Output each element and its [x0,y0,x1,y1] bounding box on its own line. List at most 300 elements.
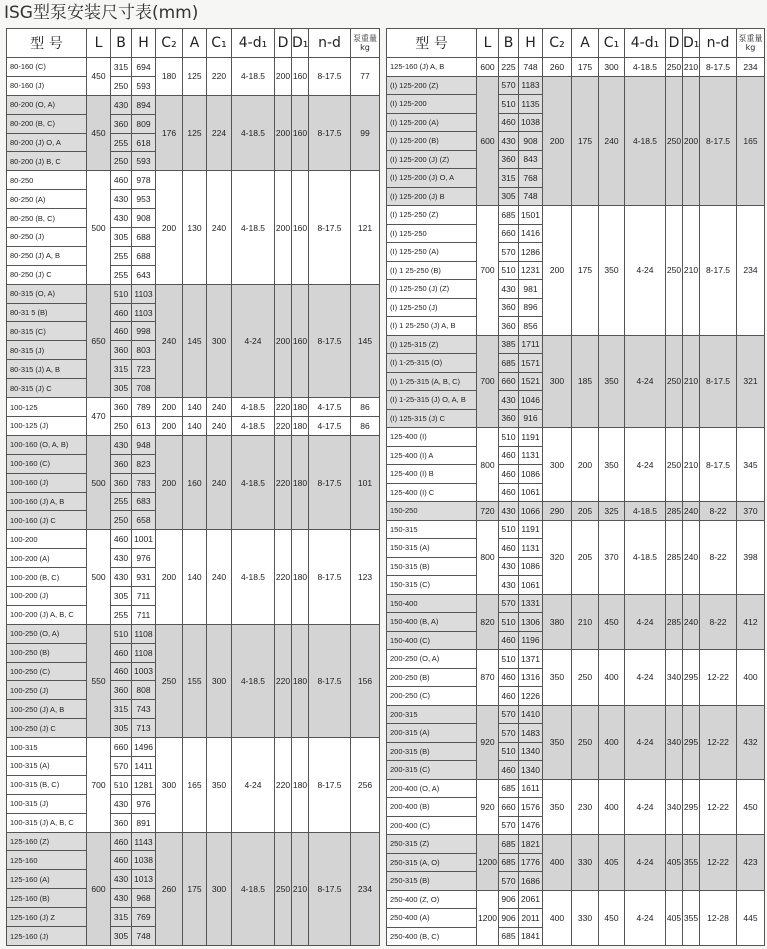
cell-H: 1196 [519,631,543,650]
col-header: B [499,29,519,58]
cell-H: 856 [519,317,543,336]
cell-C2: 250 [156,624,183,737]
cell-H: 711 [132,586,156,605]
cell-H: 2011 [519,909,543,928]
pump-group [7,624,380,737]
model-cell: 150-315 (C) [387,576,477,595]
col-header: B [111,29,132,58]
model-cell: 150-315 (B) [387,557,477,576]
cell-4-d1: 4-18.5 [232,58,275,96]
cell-H: 1821 [519,835,543,854]
cell-H: 1501 [519,206,543,225]
cell-L: 550 [87,624,111,737]
pump-group [7,95,380,171]
cell-weight: 256 [351,738,380,832]
cell-H: 1191 [519,428,543,447]
model-cell: 125-160 (Z) [7,832,87,851]
cell-C2: 200 [156,171,183,284]
cell-4-d1: 4-18.5 [232,398,275,417]
cell-H: 768 [519,169,543,188]
cell-C1: 450 [599,890,625,946]
cell-A: 175 [572,76,599,206]
cell-C1: 400 [599,705,625,779]
cell-A: 230 [572,779,599,835]
cell-D: 250 [666,428,683,502]
cell-n-d: 8-17.5 [309,738,351,832]
cell-H: 1183 [519,76,543,95]
model-cell: 80-250 (J) A, B [7,246,87,265]
pump-group [387,428,765,502]
cell-weight: 412 [737,594,765,650]
pump-group [7,284,380,397]
cell-n-d: 8-17.5 [309,530,351,624]
cell-B: 430 [499,280,519,299]
pump-group [387,206,765,336]
cell-C2: 200 [156,416,183,435]
model-cell: 80-315 (J) C [7,379,87,398]
col-header: n-d [309,29,351,58]
table-header [387,29,765,58]
cell-B: 305 [111,927,132,946]
cell-H: 1483 [519,724,543,743]
model-cell: (I) 1-25-315 (A, B, C) [387,372,477,391]
cell-weight: 99 [351,95,380,171]
cell-B: 460 [111,322,132,341]
cell-B: 360 [111,473,132,492]
cell-n-d: 4-17.5 [309,416,351,435]
cell-H: 2061 [519,890,543,909]
cell-D1: 180 [292,435,309,529]
col-header: 泵重量kg [351,29,380,58]
cell-D: 250 [666,76,683,206]
cell-D1: 295 [683,705,700,779]
cell-B: 305 [111,586,132,605]
cell-B: 360 [111,341,132,360]
cell-H: 823 [132,454,156,473]
table-row [7,284,380,303]
cell-H: 1086 [519,557,543,576]
cell-weight: 123 [351,530,380,624]
cell-4-d1: 4-18.5 [232,530,275,624]
cell-B: 460 [111,643,132,662]
cell-B: 510 [499,742,519,761]
table-row [7,416,380,435]
model-cell: 100-250 (O, A) [7,624,87,643]
cell-B: 510 [111,284,132,303]
cell-H: 1103 [132,303,156,322]
model-cell: 200-400 (B) [387,798,477,817]
cell-B: 250 [111,76,132,95]
model-cell: (I) 1 25-250 (J) A, B [387,317,477,336]
model-cell: (I) 125-250 (Z) [387,206,477,225]
col-header: C₁ [207,29,232,58]
cell-B: 430 [499,391,519,410]
model-cell: 100-315 (B, C) [7,775,87,794]
cell-B: 315 [111,700,132,719]
model-cell: 150-400 (C) [387,631,477,650]
cell-H: 894 [132,95,156,114]
cell-weight: 450 [737,779,765,835]
model-cell: 100-125 [7,398,87,417]
cell-B: 255 [111,492,132,511]
cell-D1: 240 [683,594,700,650]
table-row [387,705,765,724]
cell-L: 800 [477,520,499,594]
cell-B: 685 [499,835,519,854]
model-cell: 100-200 (J) A, B, C [7,605,87,624]
model-cell: 125-160 [7,851,87,870]
cell-H: 688 [132,246,156,265]
cell-D: 250 [666,206,683,336]
model-cell: 100-315 (A) [7,757,87,776]
pump-group [387,58,765,77]
table-row [7,171,380,190]
cell-A: 130 [183,171,207,284]
cell-B: 460 [499,761,519,780]
cell-C1: 240 [599,76,625,206]
cell-H: 1306 [519,613,543,632]
cell-H: 1086 [519,465,543,484]
cell-H: 1686 [519,872,543,891]
pump-group [387,779,765,835]
cell-A: 200 [572,428,599,502]
col-header: C₁ [599,29,625,58]
cell-C1: 240 [207,530,232,624]
cell-D: 405 [666,890,683,946]
cell-A: 205 [572,520,599,594]
table-row [7,832,380,851]
cell-B: 570 [499,872,519,891]
cell-C2: 200 [156,530,183,624]
cell-H: 643 [132,265,156,284]
cell-B: 570 [499,705,519,724]
table-row [7,398,380,417]
cell-L: 700 [87,738,111,832]
cell-A: 140 [183,416,207,435]
cell-weight: 345 [737,428,765,502]
cell-B: 360 [499,317,519,336]
model-cell: 100-315 [7,738,87,757]
model-cell: (I) 1-25-315 (O) [387,354,477,373]
cell-H: 593 [132,76,156,95]
model-cell: (I) 125-315 (J) C [387,409,477,428]
cell-L: 820 [477,594,499,650]
model-cell: 150-250 [387,502,477,521]
cell-B: 305 [499,187,519,206]
cell-weight: 398 [737,520,765,594]
cell-H: 694 [132,58,156,77]
cell-D1: 210 [683,335,700,428]
model-cell: 250-400 (Z, O) [387,890,477,909]
cell-L: 600 [87,832,111,945]
cell-4-d1: 4-24 [625,835,666,891]
cell-C2: 300 [156,738,183,832]
cell-H: 1496 [132,738,156,757]
cell-C2: 200 [156,398,183,417]
cell-n-d: 4-17.5 [309,398,351,417]
cell-B: 510 [111,624,132,643]
model-cell: (I) 125-200 [387,95,477,114]
cell-B: 430 [499,576,519,595]
cell-B: 430 [111,794,132,813]
cell-C1: 350 [599,428,625,502]
cell-D: 200 [275,58,292,96]
cell-B: 570 [499,243,519,262]
cell-B: 460 [499,539,519,558]
model-cell: 200-315 [387,705,477,724]
model-cell: 125-400 (I) C [387,483,477,502]
cell-H: 896 [519,298,543,317]
model-cell: 200-250 (B) [387,668,477,687]
model-cell: 100-250 (C) [7,662,87,681]
model-cell: 80-160 (J) [7,76,87,95]
cell-C2: 380 [543,594,572,650]
cell-H: 976 [132,794,156,813]
cell-H: 708 [132,379,156,398]
pump-group [387,835,765,891]
cell-H: 953 [132,190,156,209]
cell-D: 200 [275,95,292,171]
model-cell: 125-160 (B) [7,889,87,908]
cell-C2: 200 [543,76,572,206]
cell-B: 460 [499,631,519,650]
cell-C1: 405 [599,835,625,891]
cell-A: 165 [183,738,207,832]
cell-C1: 325 [599,502,625,521]
cell-B: 510 [499,95,519,114]
pump-group [7,738,380,832]
cell-weight: 321 [737,335,765,428]
cell-B: 685 [499,853,519,872]
cell-4-d1: 4-24 [625,206,666,336]
cell-B: 460 [499,465,519,484]
cell-B: 385 [499,335,519,354]
model-cell: (I) 125-200 (J) B [387,187,477,206]
cell-H: 1841 [519,927,543,946]
cell-D: 220 [275,398,292,417]
cell-D1: 295 [683,779,700,835]
cell-A: 175 [572,206,599,336]
model-cell: 150-400 [387,594,477,613]
cell-L: 650 [87,284,111,397]
cell-H: 1061 [519,576,543,595]
cell-C1: 350 [599,206,625,336]
cell-H: 723 [132,360,156,379]
cell-C2: 400 [543,835,572,891]
cell-H: 1191 [519,520,543,539]
cell-C2: 176 [156,95,183,171]
col-header: H [519,29,543,58]
cell-weight: 445 [737,890,765,946]
pump-group [387,705,765,779]
cell-D: 340 [666,650,683,706]
cell-D1: 180 [292,624,309,737]
cell-H: 683 [132,492,156,511]
model-cell: 80-250 (A) [7,190,87,209]
cell-D: 250 [666,58,683,77]
cell-B: 685 [499,779,519,798]
model-cell: (I) 1-25-315 (J) O, A, B [387,391,477,410]
cell-B: 315 [111,360,132,379]
cell-C1: 220 [207,58,232,96]
cell-n-d: 12-22 [700,705,737,779]
cell-D1: 355 [683,835,700,891]
cell-B: 315 [499,169,519,188]
cell-H: 1571 [519,354,543,373]
cell-n-d: 8-17.5 [309,95,351,171]
cell-4-d1: 4-24 [625,890,666,946]
cell-H: 1013 [132,870,156,889]
cell-A: 250 [572,650,599,706]
model-cell: 250-400 (A) [387,909,477,928]
model-cell: 80-200 (O, A) [7,95,87,114]
cell-D: 220 [275,530,292,624]
cell-n-d: 12-22 [700,835,737,891]
cell-4-d1: 4-24 [625,650,666,706]
cell-D1: 210 [292,832,309,945]
cell-B: 255 [111,133,132,152]
cell-weight: 234 [737,206,765,336]
cell-4-d1: 4-24 [625,594,666,650]
cell-B: 305 [111,719,132,738]
cell-H: 978 [132,171,156,190]
cell-4-d1: 4-18.5 [625,502,666,521]
model-cell: 125-400 (I) B [387,465,477,484]
cell-A: 125 [183,58,207,96]
cell-H: 1108 [132,624,156,643]
cell-H: 618 [132,133,156,152]
cell-B: 460 [499,668,519,687]
cell-4-d1: 4-18.5 [232,624,275,737]
model-cell: 250-315 (B) [387,872,477,891]
model-cell: 100-160 (J) C [7,511,87,530]
cell-4-d1: 4-24 [625,335,666,428]
cell-B: 685 [499,927,519,946]
cell-B: 570 [111,757,132,776]
cell-H: 1231 [519,261,543,280]
cell-B: 255 [111,605,132,624]
cell-B: 685 [499,206,519,225]
cell-D: 285 [666,502,683,521]
cell-D1: 160 [292,95,309,171]
cell-L: 700 [477,335,499,428]
cell-B: 430 [111,568,132,587]
cell-weight: 145 [351,284,380,397]
cell-B: 430 [499,132,519,151]
model-cell: 80-200 (J) B, C [7,152,87,171]
cell-D1: 200 [683,76,700,206]
cell-A: 175 [572,58,599,77]
model-cell: 80-200 (J) O, A [7,133,87,152]
cell-H: 968 [132,889,156,908]
cell-C1: 240 [207,435,232,529]
cell-B: 685 [499,354,519,373]
cell-4-d1: 4-24 [232,738,275,832]
cell-B: 360 [499,409,519,428]
pump-group [7,435,380,529]
cell-n-d: 12-22 [700,779,737,835]
cell-weight: 156 [351,624,380,737]
model-cell: 80-315 (C) [7,322,87,341]
table-row [7,58,380,77]
model-cell: 250-400 (B, C) [387,927,477,946]
cell-4-d1: 4-18.5 [232,171,275,284]
col-header: L [87,29,111,58]
cell-H: 743 [132,700,156,719]
cell-D: 405 [666,835,683,891]
cell-H: 713 [132,719,156,738]
cell-C1: 400 [599,779,625,835]
cell-n-d: 8-17.5 [309,284,351,397]
cell-C1: 350 [599,335,625,428]
cell-D: 220 [275,738,292,832]
cell-D1: 160 [292,171,309,284]
left-install-table [6,28,379,946]
cell-H: 803 [132,341,156,360]
cell-D: 250 [275,832,292,945]
col-header: D [275,29,292,58]
cell-B: 510 [111,775,132,794]
pump-group [387,594,765,650]
cell-C1: 240 [207,398,232,417]
cell-B: 460 [499,113,519,132]
pump-group [387,502,765,521]
cell-D: 340 [666,705,683,779]
cell-weight: 423 [737,835,765,891]
cell-4-d1: 4-18.5 [232,416,275,435]
cell-H: 769 [132,908,156,927]
col-header: 4-d₁ [625,29,666,58]
cell-H: 1001 [132,530,156,549]
col-header: A [572,29,599,58]
cell-B: 250 [111,511,132,530]
cell-C1: 370 [599,520,625,594]
cell-B: 570 [499,594,519,613]
cell-A: 175 [183,832,207,945]
model-header: 型 号 [7,29,87,58]
cell-L: 920 [477,779,499,835]
cell-C2: 200 [543,206,572,336]
cell-D: 220 [275,624,292,737]
cell-B: 360 [499,298,519,317]
cell-A: 140 [183,398,207,417]
model-cell: 80-250 (J) C [7,265,87,284]
cell-H: 1371 [519,650,543,669]
cell-n-d: 8-17.5 [309,624,351,737]
pump-group [7,171,380,284]
model-cell: 100-125 (J) [7,416,87,435]
cell-B: 570 [499,816,519,835]
cell-n-d: 8-17.5 [700,335,737,428]
cell-H: 789 [132,398,156,417]
cell-L: 920 [477,705,499,779]
cell-H: 1611 [519,779,543,798]
cell-H: 981 [519,280,543,299]
cell-L: 700 [477,206,499,336]
cell-H: 1576 [519,798,543,817]
right-install-table [386,28,764,946]
col-header: D₁ [683,29,700,58]
model-cell: 200-315 (C) [387,761,477,780]
cell-C1: 224 [207,95,232,171]
cell-H: 1316 [519,668,543,687]
table-row [7,95,380,114]
table-row [387,779,765,798]
cell-B: 360 [499,150,519,169]
table-row [387,650,765,669]
model-cell: 80-315 (J) A, B [7,360,87,379]
cell-D1: 295 [683,650,700,706]
